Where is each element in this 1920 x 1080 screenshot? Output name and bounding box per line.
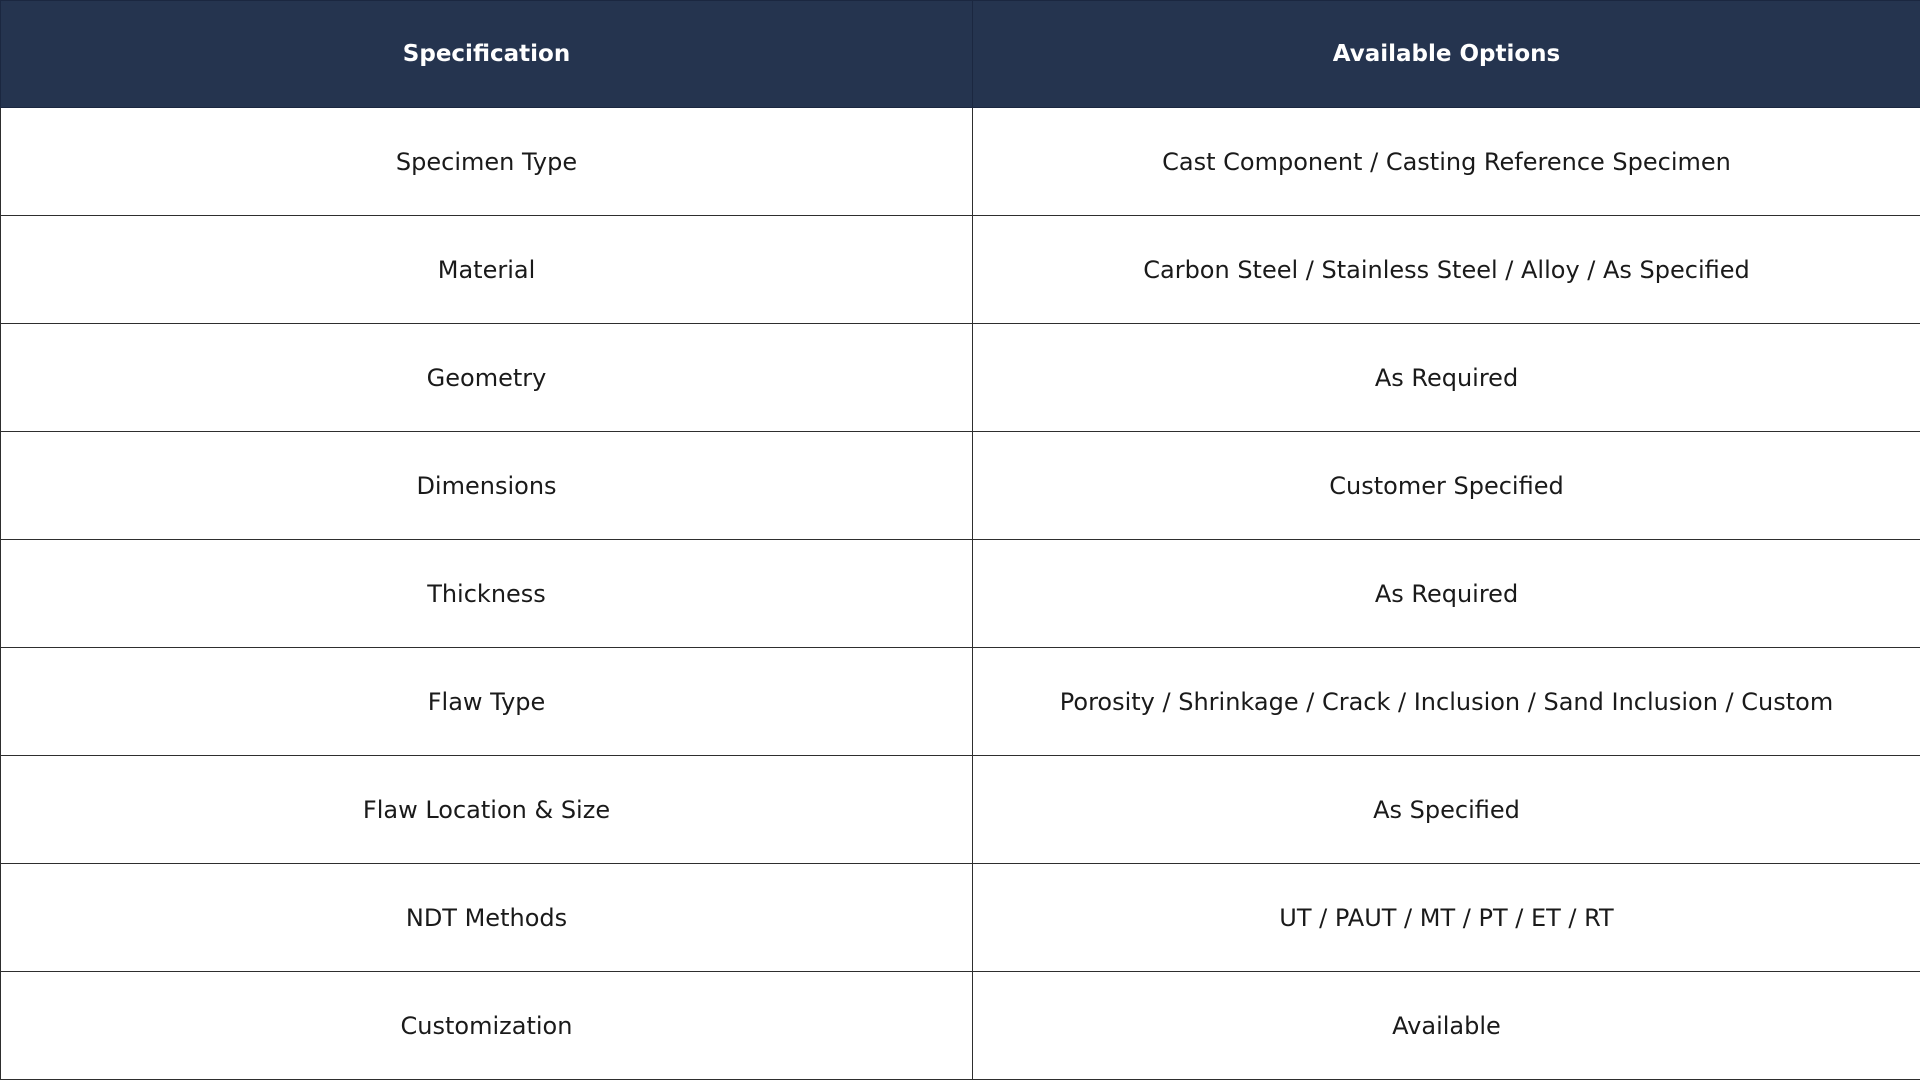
- table-row: [1, 972, 1920, 1080]
- options-cell: Porosity / Shrinkage / Crack / Inclusion / Sand Inclusion / Custom: [973, 648, 1920, 756]
- options-cell: Carbon Steel / Stainless Steel / Alloy / As Specified: [973, 216, 1920, 324]
- spec-cell: NDT Methods: [1, 864, 973, 972]
- spec-cell: Flaw Location & Size: [1, 756, 973, 864]
- spec-cell: Geometry: [1, 324, 973, 432]
- table-row: [1, 864, 1920, 972]
- table-row: [1, 540, 1920, 648]
- spec-cell: Thickness: [1, 540, 973, 648]
- table-body: [1, 108, 1920, 1080]
- options-cell: As Required: [973, 324, 1920, 432]
- table-row: [1, 432, 1920, 540]
- table-row: [1, 756, 1920, 864]
- options-cell: Cast Component / Casting Reference Specimen: [973, 108, 1920, 216]
- options-cell: As Specified: [973, 756, 1920, 864]
- table-row: [1, 648, 1920, 756]
- spec-cell: Flaw Type: [1, 648, 973, 756]
- header-row: [1, 1, 1920, 108]
- spec-cell: Material: [1, 216, 973, 324]
- spec-cell: Customization: [1, 972, 973, 1080]
- table-header: [1, 1, 1920, 108]
- table-row: [1, 108, 1920, 216]
- header-available-options: Available Options: [973, 1, 1920, 108]
- spec-cell: Specimen Type: [1, 108, 973, 216]
- spec-cell: Dimensions: [1, 432, 973, 540]
- options-cell: As Required: [973, 540, 1920, 648]
- table-row: [1, 324, 1920, 432]
- options-cell: UT / PAUT / MT / PT / ET / RT: [973, 864, 1920, 972]
- options-cell: Available: [973, 972, 1920, 1080]
- header-specification: Specification: [1, 1, 973, 108]
- options-cell: Customer Specified: [973, 432, 1920, 540]
- table-row: [1, 216, 1920, 324]
